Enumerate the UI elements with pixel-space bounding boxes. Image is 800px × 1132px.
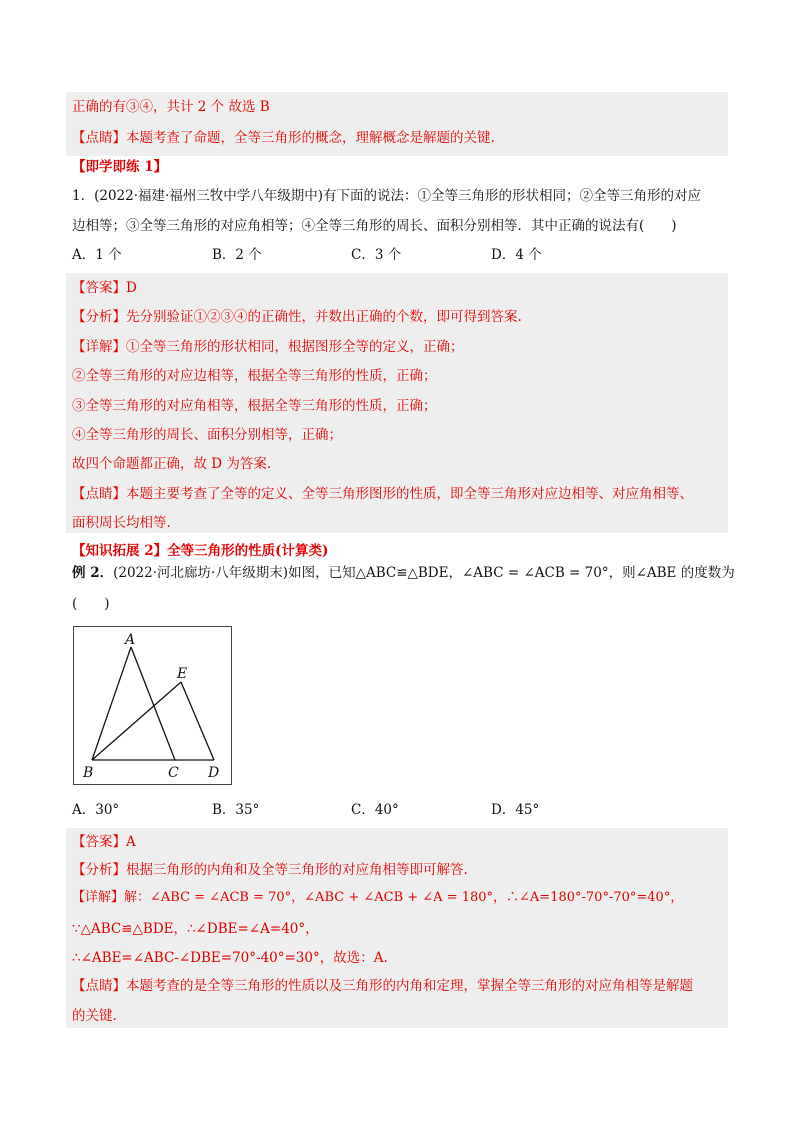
triangle-diagram [74, 627, 231, 784]
question-line-1: 1．(2022·福建·福州三牧中学八年级期中)有下面的说法：①全等三角形的形状相同；②全等三角形的对应 [72, 188, 702, 204]
detail-line: ③全等三角形的对应角相等，根据全等三角形的性质，正确； [72, 398, 437, 414]
answer-line: 【答案】D [72, 280, 137, 296]
comment-line-1: 【点睛】本题考查的是全等三角形的性质以及三角形的内角和定理，掌握全等三角形的对应角相等是解题 [72, 978, 693, 994]
analysis-line: 【分析】根据三角形的内角和及全等三角形的对应角相等即可解答. [72, 862, 468, 878]
detail-line: ②全等三角形的对应边相等，根据全等三角形的性质，正确； [72, 368, 437, 384]
option-d: D．45° [491, 802, 540, 818]
vertex-label-a: A [125, 632, 136, 648]
segment-ed [181, 682, 214, 760]
solution-conclusion: 正确的有③④，共计 2 个 故选 B [72, 99, 270, 115]
example-question-line-2: ( ) [72, 596, 110, 612]
detail-line: ∴∠ABE=∠ABC-∠DBE=70°-40°=30°，故选：A. [72, 950, 388, 966]
solution-comment: 【点睛】本题考查了命题，全等三角形的概念，理解概念是解题的关键. [72, 130, 495, 146]
comment-line-2: 面积周长均相等. [72, 515, 171, 531]
segment-ac [131, 647, 175, 760]
option-b: B．35° [212, 802, 260, 818]
answer-line: 【答案】A [72, 834, 136, 850]
vertex-label-c: C [168, 765, 179, 781]
practice-heading: 【即学即练 1】 [72, 159, 168, 175]
detail-line: ∵△ABC≌△BDE，∴∠DBE=∠A=40°， [72, 921, 319, 937]
detail-line: ④全等三角形的周长、面积分别相等，正确； [72, 427, 342, 443]
example-question-line-1 [72, 563, 735, 583]
vertex-label-d: D [208, 765, 220, 781]
example-label: 例 2． [72, 565, 114, 581]
triangle-figure [73, 626, 232, 785]
option-b: B．2 个 [212, 247, 262, 263]
comment-line-1: 【点睛】本题主要考查了全等的定义、全等三角形图形的性质，即全等三角形对应边相等、对应角相等、 [72, 486, 693, 502]
vertex-label-b: B [83, 765, 94, 781]
detail-line: 故四个命题都正确，故 D 为答案. [72, 456, 272, 472]
example-question-text: (2022·河北廊坊·八年级期末)如图，已知△ABC≌△BDE，∠ABC = ∠ACB = 70°，则∠ABE 的度数为 [113, 565, 735, 581]
analysis-line: 【分析】先分别验证①②③④的正确性，并数出正确的个数，即可得到答案. [72, 309, 522, 325]
comment-line-2: 的关键. [72, 1008, 117, 1024]
option-a: A．1 个 [72, 247, 122, 263]
option-c: C．40° [351, 802, 399, 818]
option-d: D．4 个 [491, 247, 542, 263]
option-a: A．30° [72, 802, 120, 818]
vertex-label-e: E [177, 666, 188, 682]
detail-line: 【详解】①全等三角形的形状相同，根据图形全等的定义，正确； [72, 339, 464, 355]
extension-heading: 【知识拓展 2】全等三角形的性质(计算类) [72, 543, 329, 559]
detail-line: 【详解】解：∠ABC = ∠ACB = 70°，∠ABC + ∠ACB + ∠A = 180°，∴∠A=180°-70°-70°=40°， [72, 890, 684, 905]
option-c: C．3 个 [351, 247, 402, 263]
question-line-2: 边相等；③全等三角形的对应角相等；④全等三角形的周长、面积分别相等．其中正确的说法有( ) [72, 218, 677, 234]
